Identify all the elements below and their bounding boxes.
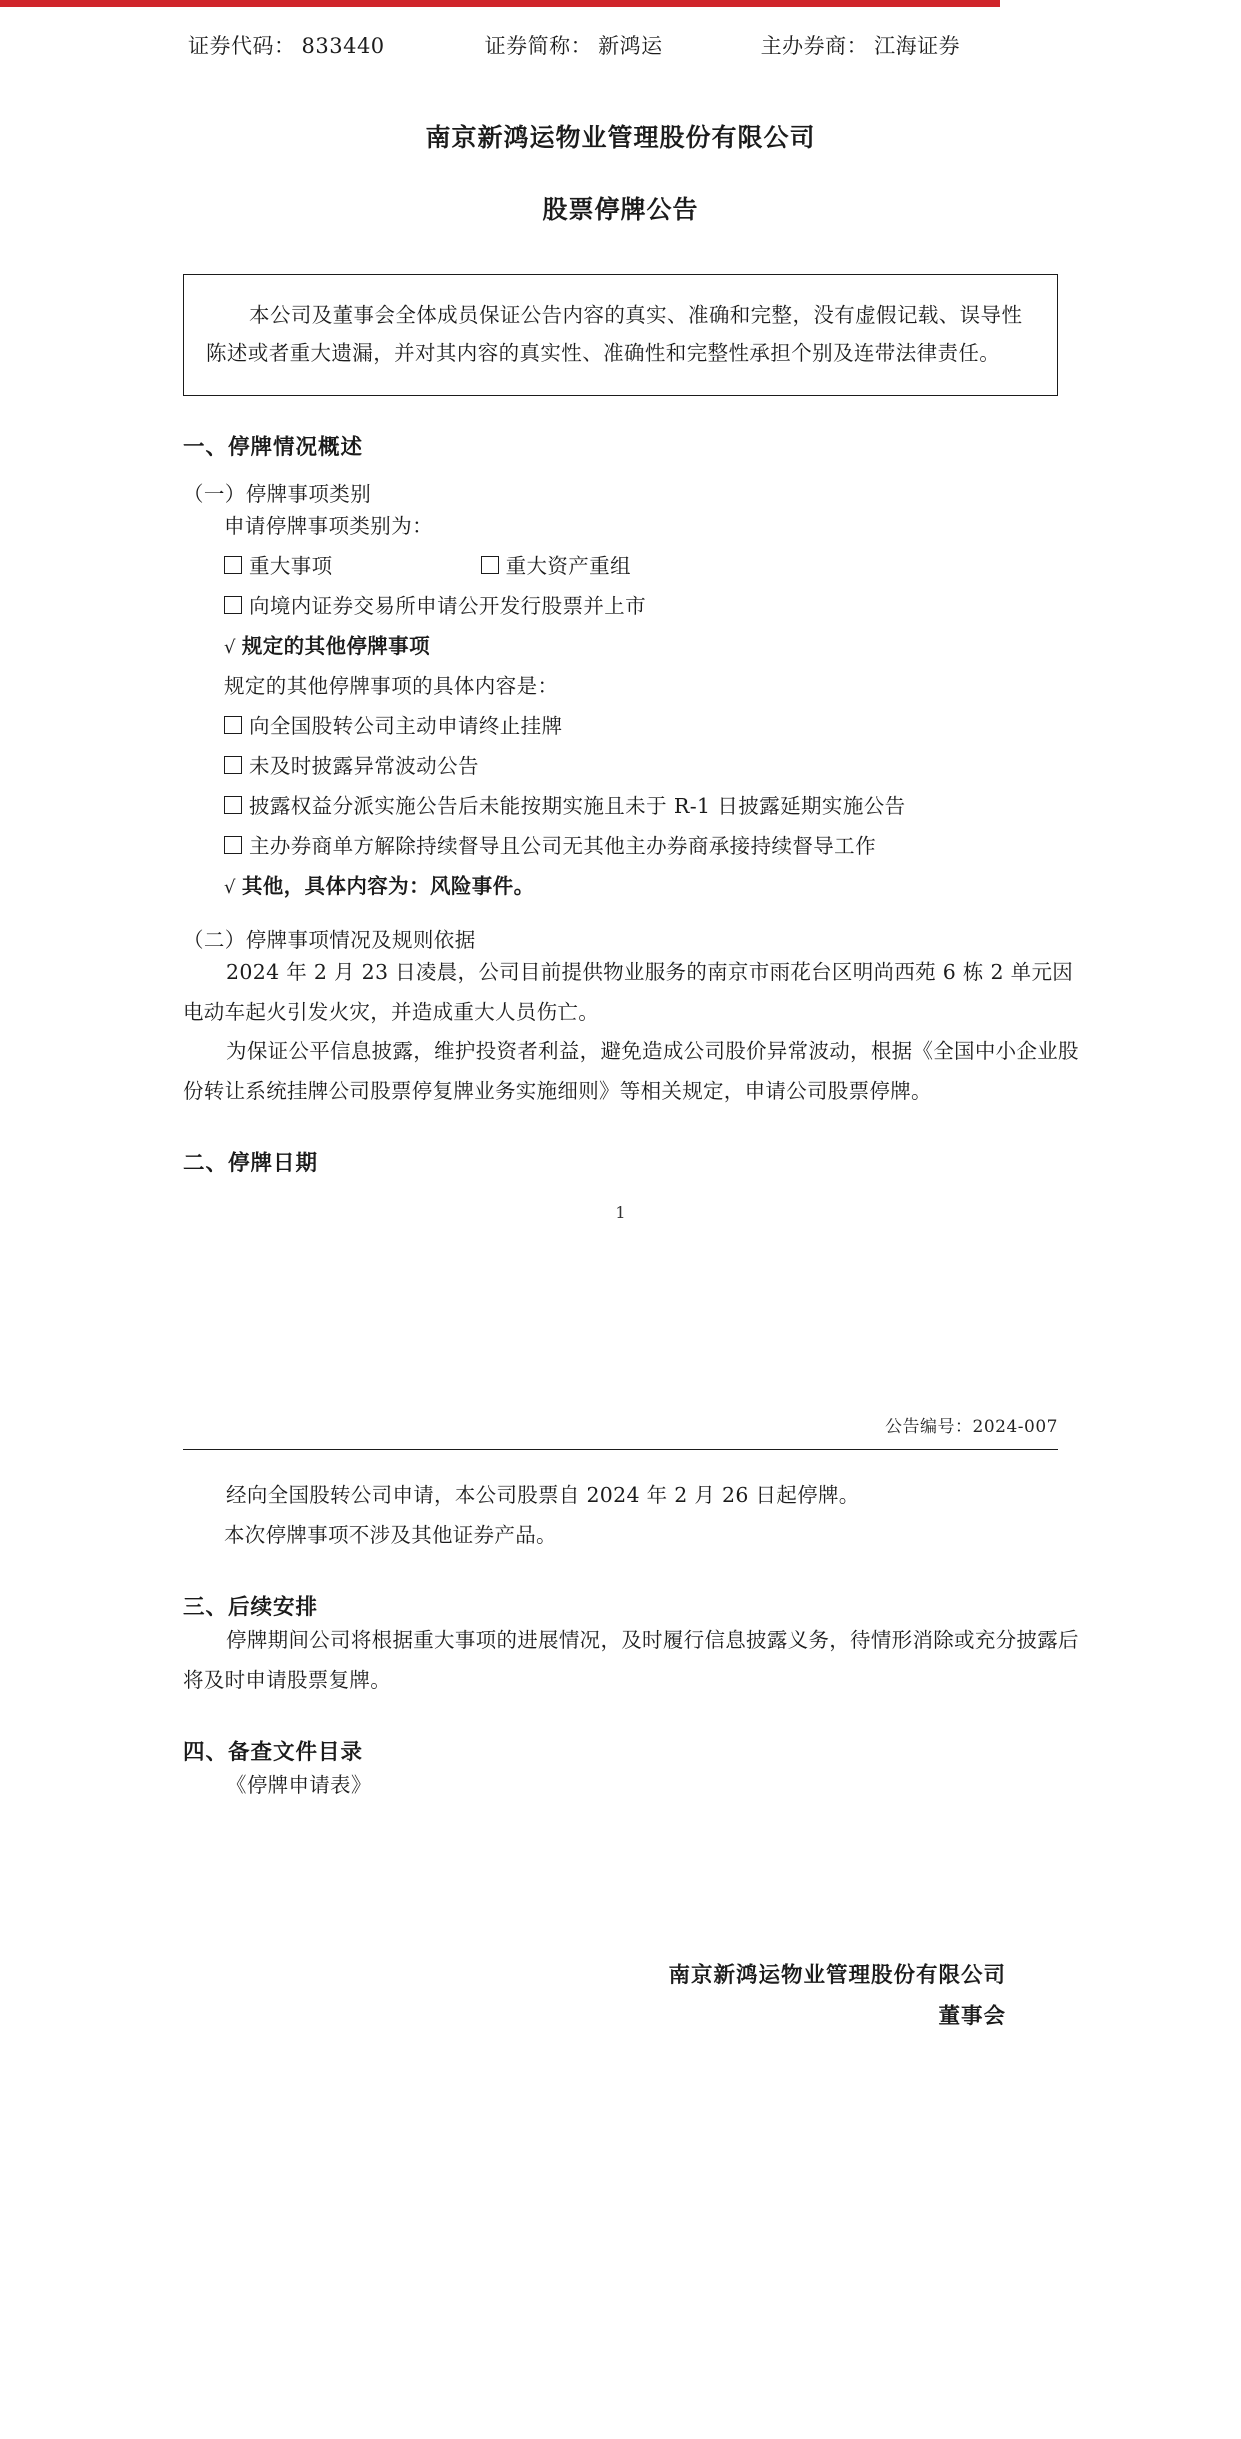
security-abbreviation (485, 30, 663, 60)
empty-checkbox-icon[interactable] (224, 556, 242, 574)
checkbox-row-terminate-listing (224, 707, 1091, 747)
empty-checkbox-icon[interactable] (224, 796, 242, 814)
checkbox-row-other-prescribed (224, 627, 1091, 667)
suspension-date-paragraph-1: 经向全国股转公司申请，本公司股票自 2024 年 2 月 26 日起停牌。 (226, 1483, 860, 1508)
security-code-label: 证券代码： (188, 34, 296, 58)
security-code (188, 30, 385, 60)
section-documents (150, 1735, 1091, 1806)
document-header (150, 0, 1091, 60)
top-accent-bar (0, 0, 1000, 7)
section-suspension-date-heading: 二、停牌日期 (183, 1151, 319, 1177)
checkbox-option-terminate-listing-label: 向全国股转公司主动申请终止挂牌 (248, 713, 563, 738)
page-number: 1 (615, 1203, 626, 1223)
section-documents-heading: 四、备查文件目录 (183, 1740, 364, 1766)
section-overview-heading: 一、停牌情况概述 (183, 434, 364, 460)
disclaimer-text: 本公司及董事会全体成员保证公告内容的真实、准确和完整，没有虚假记载、误导性陈述或者重大遗漏，并对其内容的真实性、准确性和完整性承担个别及连带法律责任。 (206, 303, 1023, 365)
empty-checkbox-icon[interactable] (224, 836, 242, 854)
checkbox-option-sponsor-termination[interactable] (224, 827, 876, 867)
checkbox-option-other-prescribed[interactable] (224, 627, 430, 667)
checkbox-option-major-restructuring[interactable] (481, 547, 631, 587)
signature-company: 南京新鸿运物业管理股份有限公司 (668, 1963, 1006, 1989)
page-break-gap (150, 1222, 1091, 1412)
notice-number: 公告编号：2024-007 (885, 1417, 1058, 1438)
subsection-category-heading: （一）停牌事项类别 (183, 481, 372, 506)
checkbox-row-dividend-delay (224, 787, 1091, 827)
page-title: 南京新鸿运物业管理股份有限公司 (425, 123, 816, 152)
checkbox-option-major-restructuring-label: 重大资产重组 (505, 553, 631, 578)
checkbox-option-abnormal-fluctuation[interactable] (224, 747, 479, 787)
other-prescribed-detail-lead: 规定的其他停牌事项的具体内容是： (224, 673, 559, 698)
lead-sponsor-label: 主办券商： (760, 34, 869, 58)
lead-sponsor-value: 江海证券 (874, 34, 961, 58)
checkbox-option-other-specified[interactable] (224, 867, 534, 907)
empty-checkbox-icon[interactable] (481, 556, 499, 574)
checkbox-row-major (224, 547, 1091, 587)
page-subtitle: 股票停牌公告 (542, 195, 699, 224)
situation-paragraph-2: 为保证公平信息披露，维护投资者利益，避免造成公司股价异常波动，根据《全国中小企业股份转让系统挂牌公司股票停复牌业务实施细则》等相关规定，申请公司股票停牌。 (183, 1039, 1079, 1104)
empty-checkbox-icon[interactable] (224, 716, 242, 734)
section-follow-up-heading: 三、后续安排 (183, 1595, 319, 1621)
disclaimer-box (183, 274, 1058, 396)
checkbox-row-ipo (224, 587, 1091, 627)
follow-up-paragraph: 停牌期间公司将根据重大事项的进展情况，及时履行信息披露义务，待情形消除或充分披露后将及时申请股票复牌。 (183, 1628, 1079, 1693)
subsection-situation-heading: （二）停牌事项情况及规则依据 (183, 927, 476, 952)
checkbox-option-abnormal-fluctuation-label: 未及时披露异常波动公告 (248, 753, 479, 778)
section-follow-up (150, 1590, 1091, 1701)
checkbox-option-other-prescribed-label: 规定的其他停牌事项 (241, 633, 430, 658)
checkbox-option-domestic-ipo[interactable] (224, 587, 646, 627)
checkbox-option-terminate-listing[interactable] (224, 707, 562, 747)
security-abbreviation-value: 新鸿运 (598, 34, 663, 58)
category-intro: 申请停牌事项类别为： (224, 513, 433, 538)
checkbox-row-abnormal-fluctuation (224, 747, 1091, 787)
empty-checkbox-icon[interactable] (224, 596, 242, 614)
header-divider (183, 1449, 1058, 1450)
security-abbreviation-label: 证券简称： (484, 34, 593, 58)
checkbox-option-major-event-label: 重大事项 (248, 553, 333, 578)
checkbox-option-dividend-delay-label: 披露权益分派实施公告后未能按期实施且未于 R-1 日披露延期实施公告 (248, 793, 906, 818)
lead-sponsor (761, 30, 961, 60)
section-overview (150, 430, 1091, 1113)
signature-block (150, 1956, 1091, 2038)
security-code-value: 833440 (301, 34, 385, 58)
signature-board: 董事会 (938, 2004, 1006, 2030)
checkbox-row-sponsor-termination (224, 827, 1091, 867)
check-mark-icon: √ (224, 876, 236, 898)
check-mark-icon: √ (224, 636, 236, 658)
checkbox-option-sponsor-termination-label: 主办券商单方解除持续督导且公司无其他主办券商承接持续督导工作 (248, 833, 876, 858)
checkbox-option-major-event[interactable] (224, 547, 333, 587)
checkbox-option-domestic-ipo-label: 向境内证券交易所申请公开发行股票并上市 (248, 593, 647, 618)
empty-checkbox-icon[interactable] (224, 756, 242, 774)
checkbox-option-other-specified-label: 其他，具体内容为： (241, 873, 430, 898)
checkbox-option-dividend-delay[interactable] (224, 787, 906, 827)
documents-item: 《停牌申请表》 (226, 1773, 372, 1798)
suspension-date-paragraph-2: 本次停牌事项不涉及其他证券产品。 (224, 1523, 557, 1548)
checkbox-option-other-specified-value: 风险事件。 (429, 873, 535, 898)
situation-paragraph-1: 2024 年 2 月 23 日凌晨，公司目前提供物业服务的南京市雨花台区明尚西苑 6 栋 2 单元因电动车起火引发火灾，并造成重大人员伤亡。 (183, 959, 1074, 1024)
section-suspension-date (150, 1146, 1091, 1556)
checkbox-row-other-specified (224, 867, 1091, 907)
